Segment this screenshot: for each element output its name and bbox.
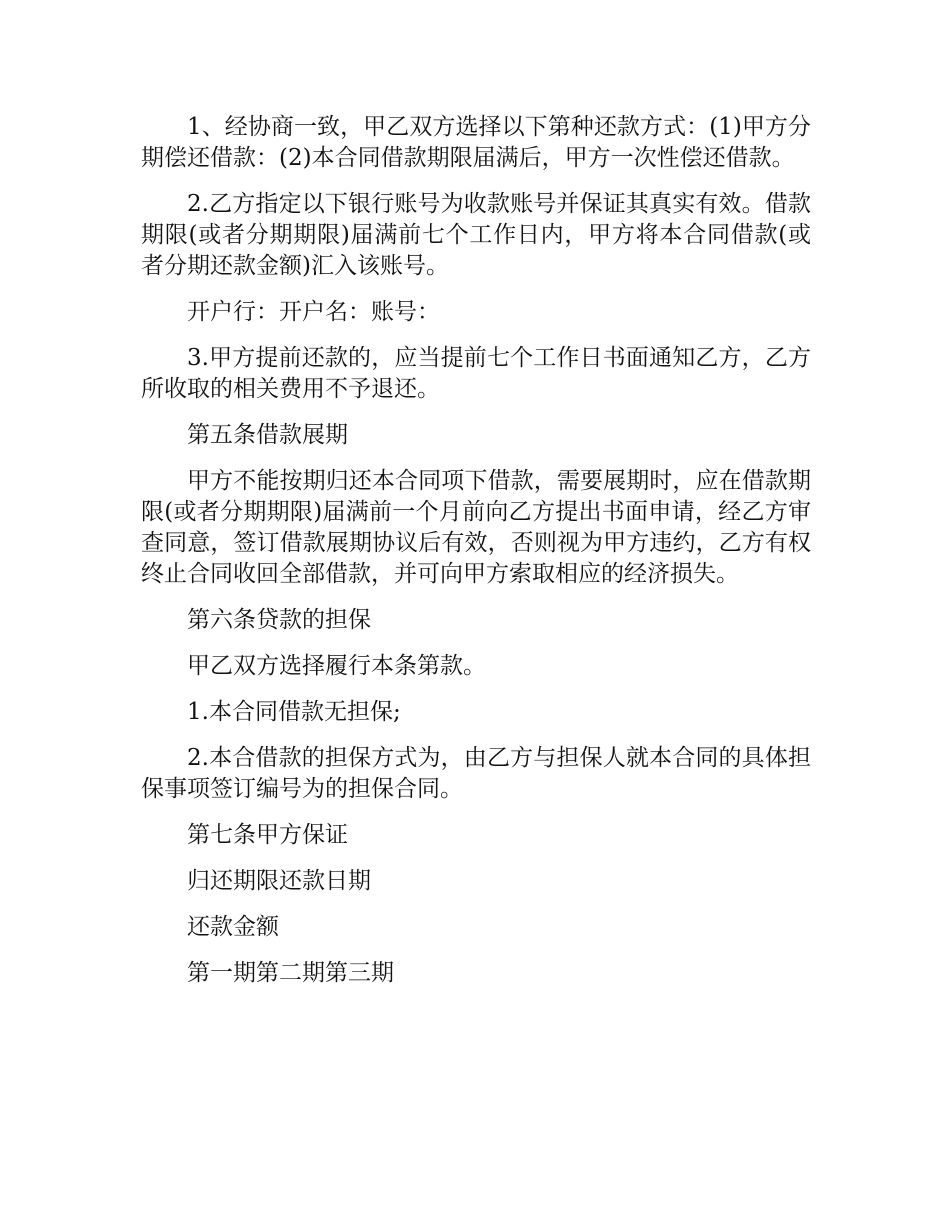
repayment-date-line: 归还期限还款日期 bbox=[187, 868, 371, 894]
extension-paragraph: 甲方不能按期归还本合同项下借款，需要展期时，应在借款期限(或者分期期限)届满前一个月前向乙方提出书面申请，经乙方审查同意，签订借款展期协议后有效，否则视为甲方违约，乙方有权终止合同收回全部借款，并可向甲方索取相应的经济损失。 bbox=[141, 468, 811, 587]
article-6-heading: 第六条贷款的担保 bbox=[187, 607, 371, 633]
early-repayment-paragraph: 3.甲方提前还款的，应当提前七个工作日书面通知乙方，乙方所收取的相关费用不予退还。 bbox=[141, 345, 811, 402]
repayment-amount-line: 还款金额 bbox=[187, 914, 279, 940]
document-body bbox=[141, 112, 811, 1004]
article-7-heading: 第七条甲方保证 bbox=[187, 822, 348, 848]
bank-info-line: 开户行：开户名：账号： bbox=[187, 299, 440, 325]
repayment-method-paragraph: 1、经协商一致，甲乙双方选择以下第种还款方式：(1)甲方分期偿还借款：(2)本合同借款期限届满后，甲方一次性偿还借款。 bbox=[141, 114, 811, 171]
guarantee-method-item: 2.本合借款的担保方式为，由乙方与担保人就本合同的具体担保事项签订编号为的担保合同。 bbox=[141, 745, 811, 802]
guarantee-choice-paragraph: 甲乙双方选择履行本条第款。 bbox=[187, 653, 486, 679]
installment-periods-line: 第一期第二期第三期 bbox=[187, 960, 394, 986]
article-5-heading: 第五条借款展期 bbox=[187, 422, 348, 448]
no-guarantee-item: 1.本合同借款无担保; bbox=[187, 699, 401, 725]
bank-account-paragraph: 2.乙方指定以下银行账号为收款账号并保证其真实有效。借款期限(或者分期期限)届满前七个工作日内，甲方将本合同借款(或者分期还款金额)汇入该账号。 bbox=[141, 191, 811, 279]
